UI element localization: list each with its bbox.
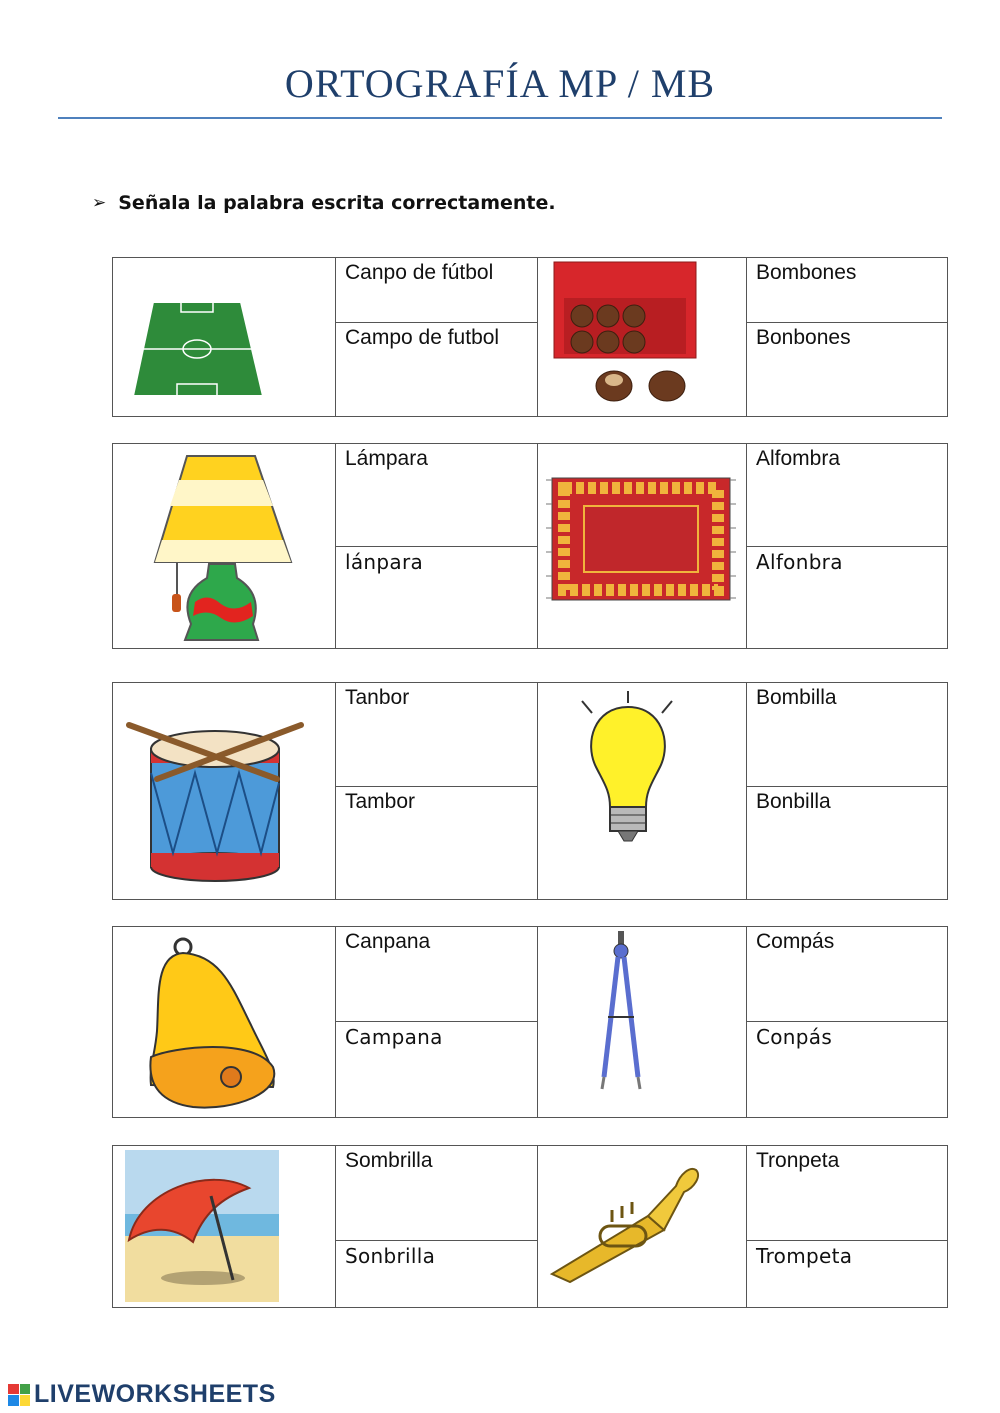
word-options-left [335, 927, 537, 1117]
liveworksheets-logo[interactable] [8, 1380, 276, 1409]
word-option[interactable]: Tronpeta [756, 1149, 840, 1172]
beach-umbrella-icon [113, 1146, 335, 1309]
drum-icon [113, 683, 335, 901]
word-option[interactable]: Campana [336, 1021, 537, 1117]
chocolates-box-icon [538, 258, 747, 418]
word-options-left [335, 683, 537, 899]
word-options-left [335, 1146, 537, 1307]
word-option[interactable]: Tanbor [345, 686, 410, 709]
word-option[interactable]: Trompeta [747, 1240, 948, 1307]
arrow-bullet-icon: ➢ [92, 193, 107, 213]
bell-icon [113, 927, 335, 1119]
word-option[interactable]: Sombrilla [345, 1149, 433, 1172]
exercise-row-2 [112, 443, 948, 649]
trumpet-image [537, 1146, 746, 1307]
brand-name: LIVEWORKSHEETS [34, 1380, 276, 1408]
word-option[interactable]: Campo de futbol [336, 322, 537, 416]
lamp-icon [113, 444, 335, 650]
exercise-row-1 [112, 257, 948, 417]
word-option[interactable]: Bombones [756, 261, 857, 284]
page-title: ORTOGRAFÍA MP / MB [284, 61, 716, 106]
soccer-field-icon [113, 258, 335, 418]
word-option[interactable]: Compás [756, 930, 835, 953]
beach-umbrella-image [113, 1146, 335, 1307]
instruction-text: Señala la palabra escrita correctamente. [118, 192, 556, 214]
exercise-row-3 [112, 682, 948, 900]
compass-image [537, 927, 746, 1117]
bell-image [113, 927, 335, 1117]
word-option[interactable]: Sonbrilla [336, 1240, 537, 1307]
title-divider [58, 117, 942, 119]
word-options-right [746, 1146, 948, 1307]
exercise-row-4 [112, 926, 948, 1118]
drawing-compass-icon [538, 927, 747, 1119]
word-option[interactable]: Canpana [345, 930, 431, 953]
word-option[interactable]: Bonbones [747, 322, 948, 416]
chocolates-image [537, 258, 746, 416]
exercise-row-5 [112, 1145, 948, 1308]
soccer-field-image [113, 258, 335, 416]
word-options-right [746, 683, 948, 899]
word-options-right [746, 444, 948, 648]
word-option[interactable]: Bombilla [756, 686, 837, 709]
rug-image [537, 444, 746, 648]
drum-image [113, 683, 335, 899]
light-bulb-icon [538, 683, 747, 901]
light-bulb-image [537, 683, 746, 899]
word-option[interactable]: Bonbilla [747, 786, 948, 899]
instruction [92, 192, 556, 214]
word-options-right [746, 258, 948, 416]
word-options-left [335, 258, 537, 416]
word-options-right [746, 927, 948, 1117]
rug-icon [538, 444, 747, 650]
word-option[interactable]: Tambor [336, 786, 537, 899]
word-option[interactable]: lánpara [336, 546, 537, 648]
word-option[interactable]: Lámpara [345, 447, 428, 470]
word-option[interactable]: Alfonbra [747, 546, 948, 648]
word-option[interactable]: Alfombra [756, 447, 841, 470]
lamp-image [113, 444, 335, 648]
trumpet-icon [538, 1146, 747, 1309]
word-options-left [335, 444, 537, 648]
word-option[interactable]: Conpás [747, 1021, 948, 1117]
word-option[interactable]: Canpo de fútbol [345, 261, 494, 284]
liveworksheets-logo-icon [8, 1384, 30, 1406]
